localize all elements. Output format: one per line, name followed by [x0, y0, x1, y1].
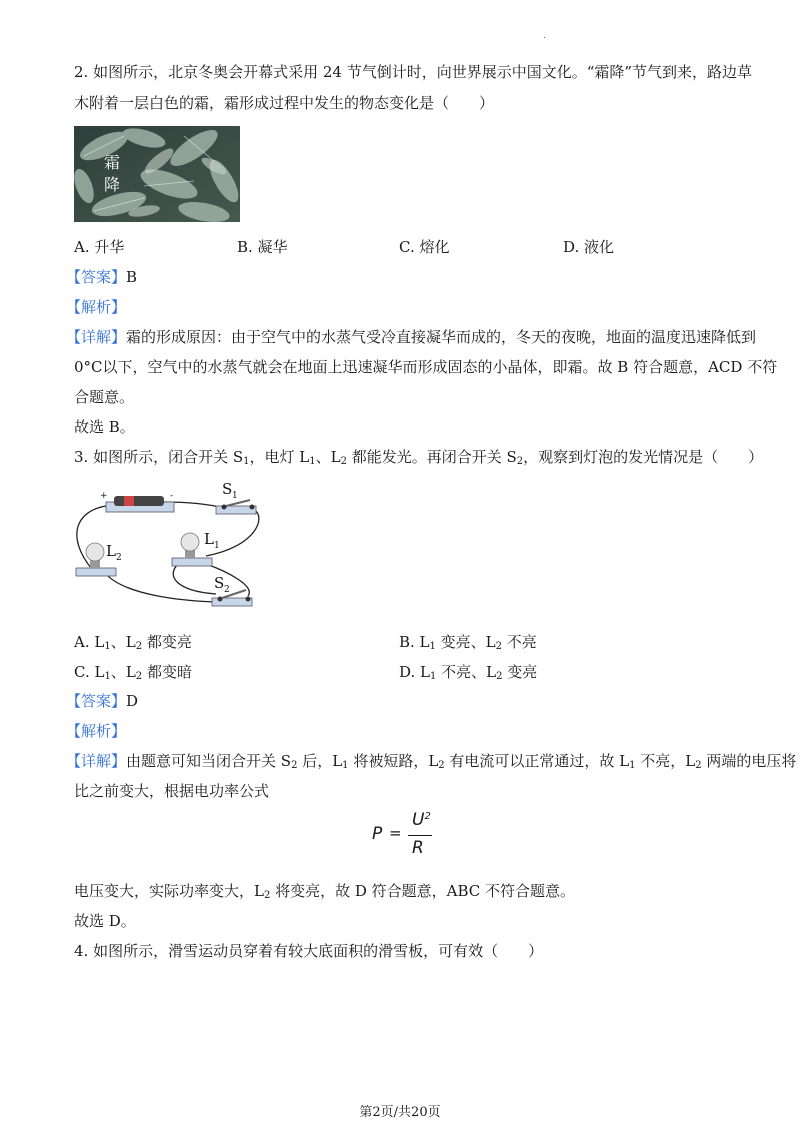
frost-photo	[74, 126, 240, 222]
q3-answer	[66, 691, 138, 711]
q3-option-b: B. $L_1$ 变亮、$L_2$ 不亮	[399, 633, 537, 652]
page-footer: 第2页/共20页	[359, 1105, 441, 1120]
photo-char-1: 霜	[104, 153, 121, 172]
circuit-diagram	[66, 476, 266, 616]
power-formula	[372, 810, 442, 860]
q2-option-d: D. 液化	[563, 238, 615, 256]
q3-option-a: A. $L_1$、$L_2$ 都变亮	[74, 633, 192, 652]
battery-minus: -	[170, 491, 174, 501]
q3-analysis-tag: 【解析】	[66, 722, 127, 740]
label-s2: S	[214, 574, 225, 592]
label-l1-sub: 1	[214, 541, 220, 551]
battery-plus: +	[100, 491, 108, 501]
q2-option-b: B. 凝华	[237, 238, 288, 256]
q3-stem: 3. 如图所示，闭合开关 $S_1$，电灯 $L_1$、$L_2$ 都能发光。再闭合开关 $S_2$，观察到灯泡的发光情况是（ ）	[74, 448, 764, 467]
q3-detail-line3: 电压变大，实际功率变大，$L_2$ 将变亮，故 D 符合题意，ABC 不符合题意。	[74, 882, 576, 901]
q4-stem: 4. 如图所示，滑雪运动员穿着有较大底面积的滑雪板，可有效（ ）	[74, 942, 544, 960]
formula-denominator: R	[412, 838, 424, 858]
q2-analysis-tag: 【解析】	[66, 298, 127, 316]
q3-detail-line2: 比之前变大，根据电功率公式	[74, 782, 270, 800]
formula-equals: =	[389, 824, 402, 842]
photo-char-2: 降	[104, 175, 121, 194]
fraction-bar	[408, 835, 432, 836]
label-l1: L	[204, 530, 214, 548]
q2-detail-line3: 合题意。	[74, 388, 135, 406]
q2-stem-line1: 2. 如图所示，北京冬奥会开幕式采用 24 节气倒计时，向世界展示中国文化。“霜降”节气到来，路边草	[74, 63, 753, 81]
answer-tag: 【答案】	[66, 268, 127, 286]
q3-detail-line1: 【详解】由题意可知当闭合开关 $S_2$ 后，$L_1$ 将被短路，$L_2$ 有电流可以正常通过，故 $L_1$ 不亮，$L_2$ 两端的电压将	[66, 752, 797, 771]
wire-bottom	[106, 574, 216, 602]
q2-answer	[66, 267, 137, 287]
header-mark: .	[543, 30, 547, 41]
label-l2: L	[106, 542, 116, 560]
wire-l1-s2	[173, 564, 216, 594]
q2-option-c: C. 熔化	[399, 238, 450, 256]
label-l2-sub: 2	[116, 553, 122, 563]
q3-option-d: D. $L_1$ 不亮、$L_2$ 变亮	[399, 663, 538, 682]
q3-conclusion: 故选 D。	[74, 912, 136, 930]
answer-value: D	[126, 692, 139, 710]
label-s1-sub: 1	[232, 491, 238, 501]
answer-value: B	[126, 268, 138, 286]
q2-detail-line1: 【详解】霜的形成原因：由于空气中的水蒸气受冷直接凝华而成的，冬天的夜晚，地面的温度迅速降低到	[66, 328, 757, 346]
switch-s1	[216, 480, 256, 514]
answer-tag: 【答案】	[66, 692, 127, 710]
q2-option-a: A. 升华	[74, 238, 125, 256]
q2-conclusion: 故选 B。	[74, 418, 135, 436]
formula-numerator: $U^2$	[412, 810, 431, 830]
q2-stem-line2: 木附着一层白色的霜，霜形成过程中发生的物态变化是（ ）	[74, 94, 495, 112]
detail-tag: 【详解】	[66, 752, 127, 770]
label-s2-sub: 2	[224, 585, 230, 595]
switch-s2	[212, 574, 252, 606]
label-s1: S	[222, 480, 233, 498]
formula-lhs: P	[372, 824, 383, 844]
detail-tag: 【详解】	[66, 328, 127, 346]
q3-option-c: C. $L_1$、$L_2$ 都变暗	[74, 663, 192, 682]
q2-detail-line2: 0°C以下，空气中的水蒸气就会在地面上迅速凝华而形成固态的小晶体，即霜。故 B 符合题意，ACD 不符	[74, 358, 778, 376]
bulb-l1	[172, 530, 220, 566]
bulb-l2	[76, 542, 122, 576]
battery	[100, 491, 174, 512]
